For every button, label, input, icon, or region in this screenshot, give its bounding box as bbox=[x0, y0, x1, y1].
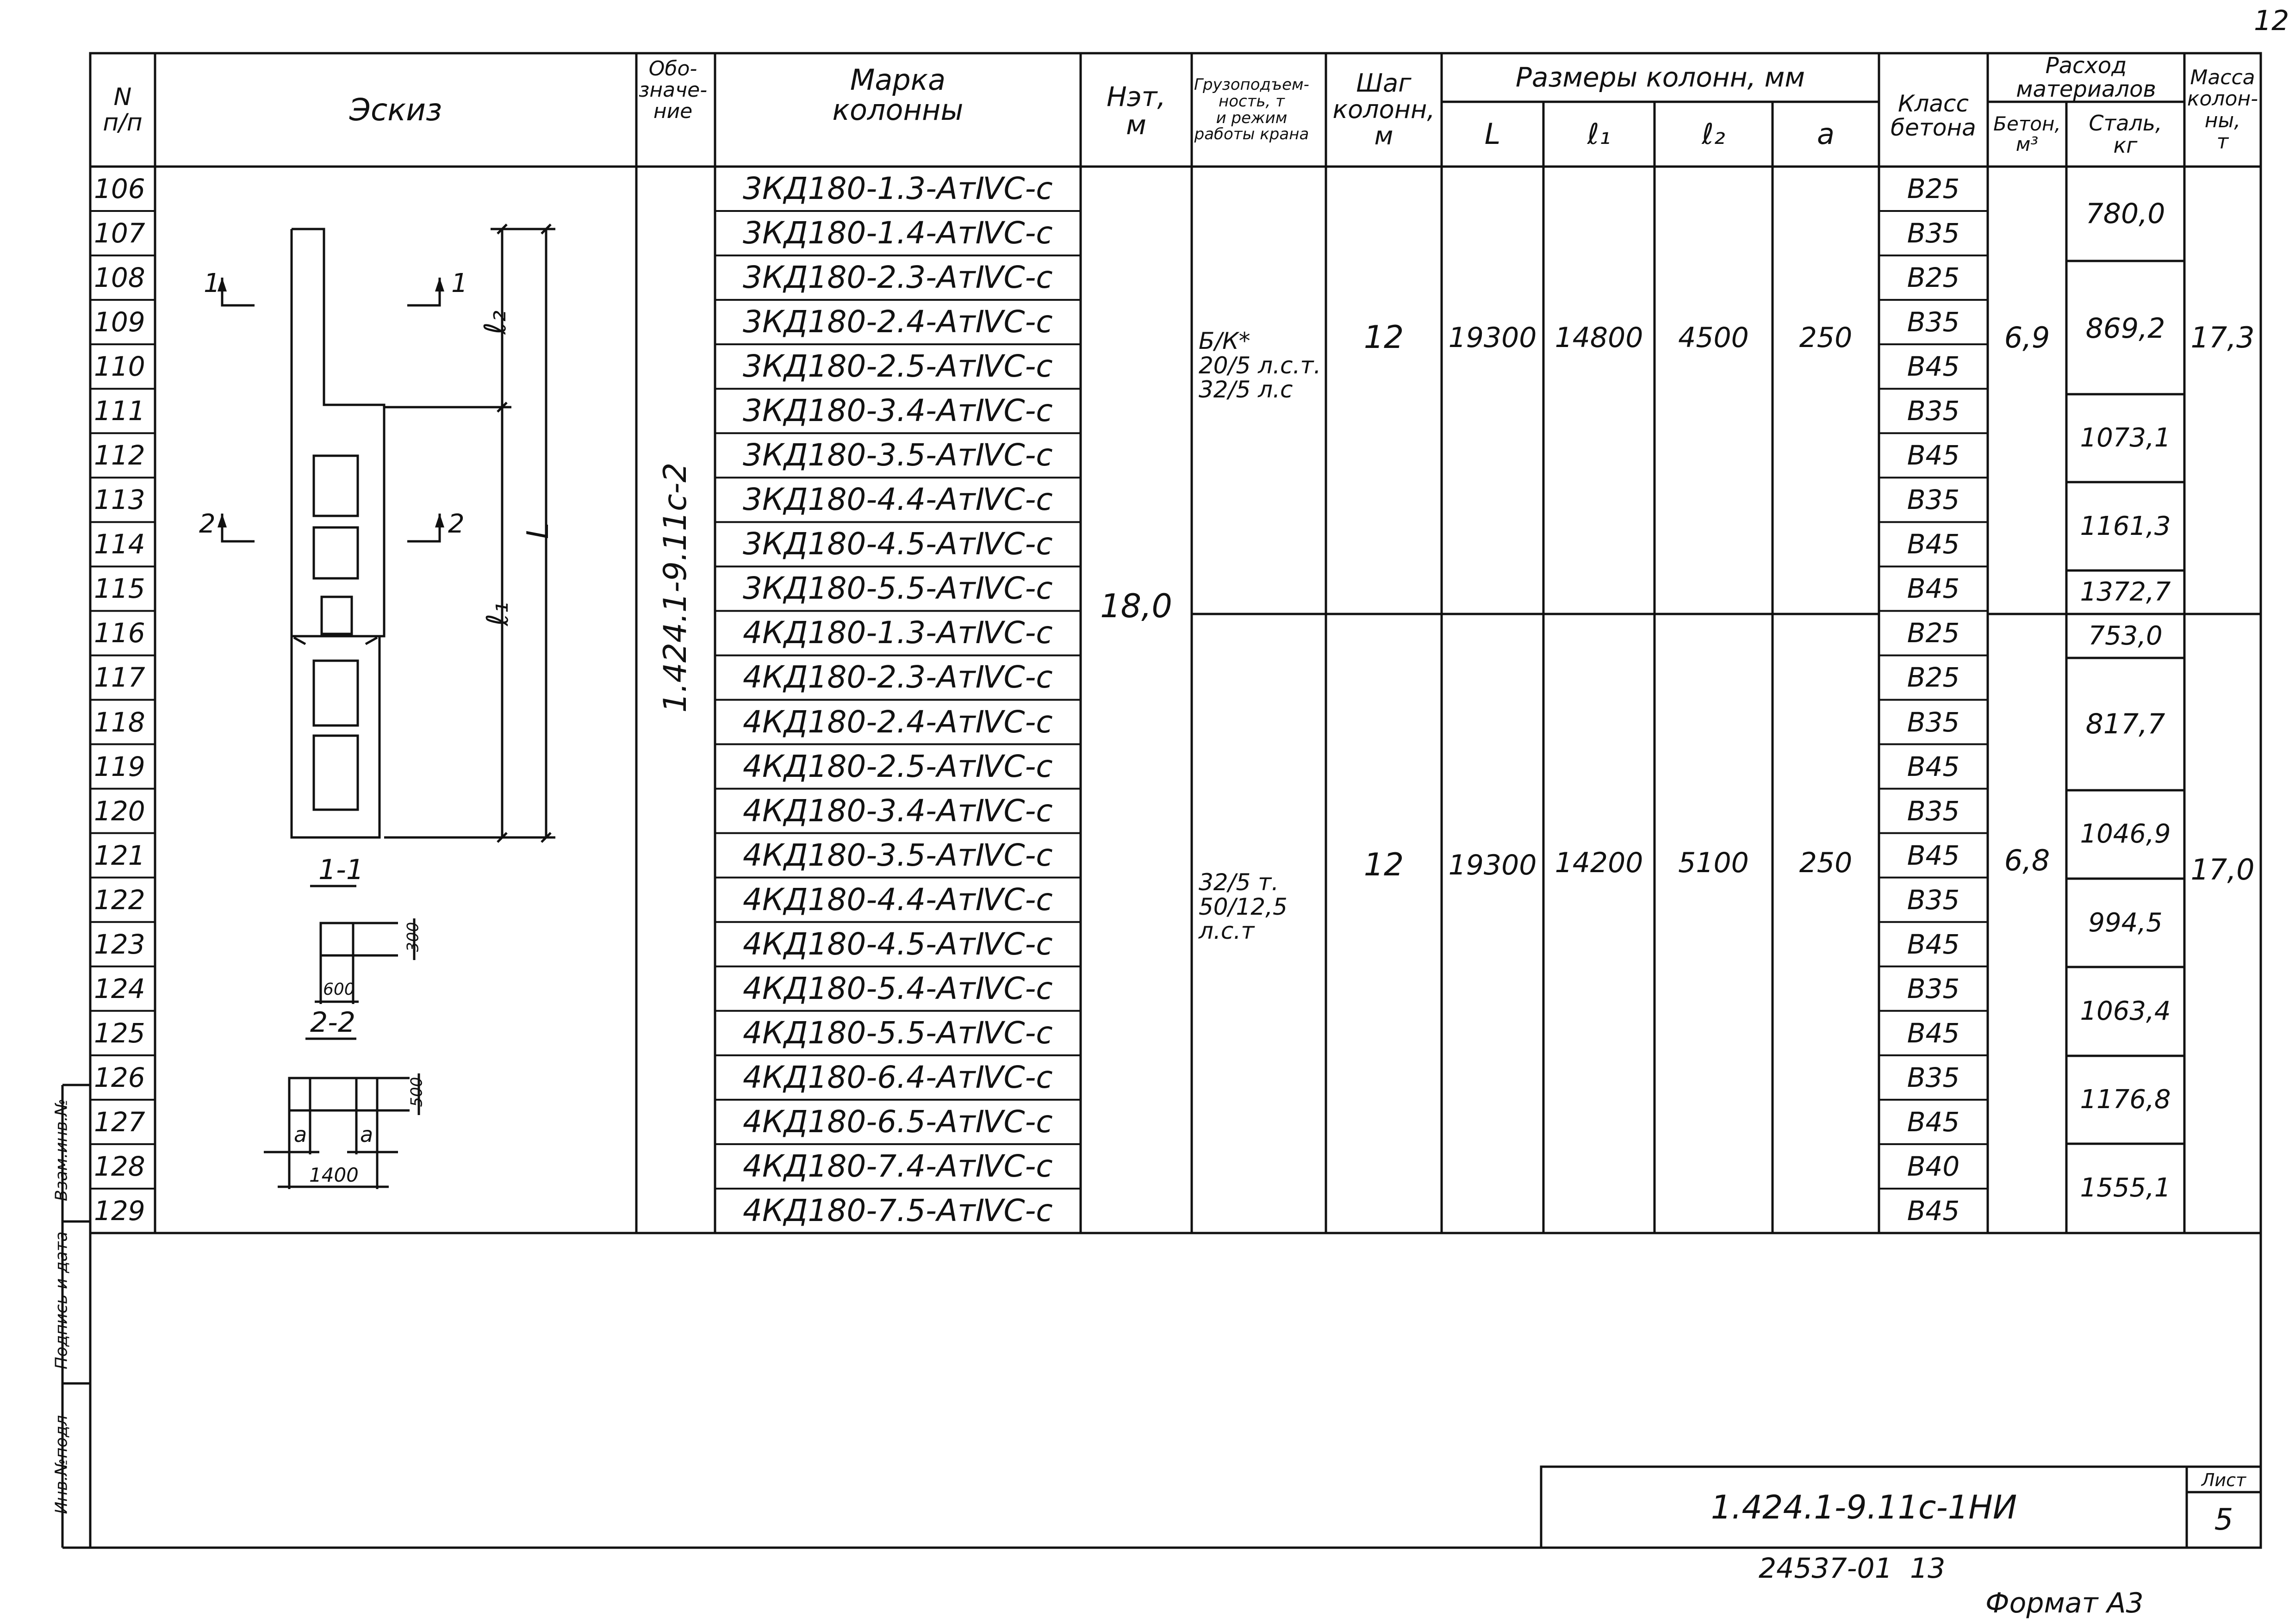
group2-l2: 5100 bbox=[1678, 847, 1749, 879]
concrete-class: В45 bbox=[1907, 928, 1960, 960]
group1-mass: 17,3 bbox=[2190, 321, 2255, 354]
row-number: 113 bbox=[94, 484, 145, 516]
document-code: 1.424.1-9.11с-1НИ bbox=[1711, 1488, 2017, 1526]
concrete-class: В45 bbox=[1907, 528, 1960, 560]
sheet-label: Лист bbox=[2201, 1469, 2246, 1490]
header-dim-a: a bbox=[1817, 117, 1835, 151]
concrete-class: В35 bbox=[1907, 1061, 1960, 1093]
concrete-class: В45 bbox=[1907, 351, 1960, 383]
section-label-2-2: 2-2 bbox=[310, 1006, 355, 1039]
row-number: 119 bbox=[94, 750, 145, 782]
stamp-signature-date: Подпись и дата bbox=[52, 1231, 71, 1370]
row-number: 111 bbox=[94, 395, 145, 427]
steel-value: 780,0 bbox=[2085, 198, 2165, 230]
row-number: 129 bbox=[94, 1195, 145, 1227]
group2-l1: 14200 bbox=[1555, 847, 1643, 879]
header-mass: Масса колон- ны, т bbox=[2187, 66, 2258, 154]
concrete-class: В35 bbox=[1907, 795, 1960, 827]
steel-value: 753,0 bbox=[2088, 620, 2163, 651]
row-number: 128 bbox=[94, 1150, 145, 1182]
cut-label-2-left: 2 bbox=[199, 509, 216, 539]
dim-500: 500 bbox=[407, 1077, 426, 1107]
header-designation: Обо- значе- ние bbox=[639, 56, 708, 124]
concrete-class: В35 bbox=[1907, 484, 1960, 516]
row-number: 114 bbox=[94, 528, 145, 560]
row-number: 115 bbox=[94, 573, 145, 605]
sheet-number: 5 bbox=[2214, 1503, 2233, 1537]
row-number: 121 bbox=[94, 839, 145, 871]
group2-mass: 17,0 bbox=[2190, 853, 2255, 886]
row-number: 117 bbox=[94, 662, 145, 694]
dim-label-l1: ℓ₁ bbox=[481, 601, 516, 626]
concrete-class: В40 bbox=[1907, 1150, 1960, 1182]
group1-l1: 14800 bbox=[1555, 322, 1643, 354]
column-mark: 3КД180-2.3-АтⅣС-с bbox=[743, 260, 1053, 296]
row-number: 120 bbox=[94, 795, 145, 827]
column-mark: 3КД180-1.4-АтⅣС-с bbox=[743, 215, 1053, 251]
group2-L: 19300 bbox=[1448, 849, 1537, 881]
concrete-class: В45 bbox=[1907, 440, 1960, 471]
group1-l2: 4500 bbox=[1678, 322, 1749, 354]
column-mark: 4КД180-2.5-АтⅣС-с bbox=[743, 748, 1053, 784]
group2-crane: 32/5 т. 50/12,5 л.с.т bbox=[1199, 869, 1288, 945]
column-mark: 3КД180-2.5-АтⅣС-с bbox=[743, 348, 1053, 384]
row-number: 107 bbox=[94, 217, 145, 249]
column-mark: 4КД180-4.5-АтⅣС-с bbox=[743, 926, 1053, 962]
header-row-number: N п/п bbox=[103, 83, 143, 136]
concrete-class: В45 bbox=[1907, 839, 1960, 871]
concrete-class: В45 bbox=[1907, 1195, 1960, 1227]
concrete-class: В25 bbox=[1907, 662, 1960, 694]
height-value: 18,0 bbox=[1100, 587, 1172, 625]
column-mark: 3КД180-4.5-АтⅣС-с bbox=[743, 526, 1053, 562]
header-dim-l1: ℓ₁ bbox=[1587, 117, 1611, 151]
header-height: Нэт, м bbox=[1107, 81, 1166, 141]
group2-a: 250 bbox=[1799, 847, 1853, 879]
header-dim-l2: ℓ₂ bbox=[1702, 117, 1725, 151]
row-number: 106 bbox=[94, 173, 145, 205]
row-number: 108 bbox=[94, 262, 145, 294]
concrete-class: В25 bbox=[1907, 173, 1960, 205]
row-number: 126 bbox=[94, 1061, 145, 1093]
steel-value: 1555,1 bbox=[2080, 1173, 2171, 1203]
header-dim-L: L bbox=[1484, 117, 1501, 151]
row-number: 125 bbox=[94, 1017, 145, 1049]
row-number: 109 bbox=[94, 306, 145, 338]
dim-600: 600 bbox=[323, 980, 355, 999]
steel-value: 1063,4 bbox=[2080, 996, 2171, 1026]
header-crane: Грузоподъем- ность, т и режим работы крана bbox=[1194, 75, 1309, 144]
steel-value: 1046,9 bbox=[2080, 819, 2171, 849]
column-mark: 4КД180-6.5-АтⅣС-с bbox=[743, 1103, 1053, 1140]
concrete-class: В35 bbox=[1907, 217, 1960, 249]
group1-a: 250 bbox=[1799, 322, 1853, 354]
column-mark: 3КД180-1.3-АтⅣС-с bbox=[743, 171, 1053, 207]
concrete-class: В35 bbox=[1907, 395, 1960, 427]
concrete-class: В45 bbox=[1907, 1017, 1960, 1049]
steel-value: 869,2 bbox=[2085, 312, 2165, 345]
stamp-original-inventory: Инв.№подл bbox=[52, 1415, 71, 1514]
dim-a-left: a bbox=[294, 1122, 307, 1147]
group1-L: 19300 bbox=[1448, 322, 1537, 354]
header-dimensions: Размеры колонн, мм bbox=[1515, 62, 1805, 93]
column-mark: 3КД180-2.4-АтⅣС-с bbox=[743, 304, 1053, 340]
steel-value: 1073,1 bbox=[2080, 423, 2171, 453]
designation-value: 1.424.1-9.11с-2 bbox=[657, 462, 694, 713]
steel-value: 1176,8 bbox=[2080, 1085, 2171, 1115]
header-materials: Расход материалов bbox=[2016, 53, 2156, 102]
row-number: 127 bbox=[94, 1106, 145, 1138]
steel-value: 817,7 bbox=[2085, 708, 2165, 740]
row-number: 112 bbox=[94, 440, 145, 471]
concrete-class: В25 bbox=[1907, 617, 1960, 649]
column-mark: 4КД180-2.3-АтⅣС-с bbox=[743, 659, 1053, 695]
column-mark: 3КД180-5.5-АтⅣС-с bbox=[743, 570, 1053, 607]
header-mark: Марка колонны bbox=[832, 62, 964, 127]
header-sketch: Эскиз bbox=[349, 92, 442, 128]
stamp-replace-inventory: Взам.инв.№ bbox=[52, 1098, 71, 1202]
dim-1400: 1400 bbox=[309, 1164, 359, 1186]
dim-label-l2: ℓ₂ bbox=[479, 310, 513, 335]
concrete-class: В35 bbox=[1907, 706, 1960, 738]
concrete-class: В35 bbox=[1907, 306, 1960, 338]
cut-label-1-right: 1 bbox=[451, 268, 468, 298]
column-mark: 4КД180-3.5-АтⅣС-с bbox=[743, 837, 1053, 873]
page-number: 12 bbox=[2254, 5, 2289, 37]
section-label-1-1: 1-1 bbox=[318, 854, 364, 886]
header-steel: Сталь, кг bbox=[2089, 110, 2162, 158]
concrete-class: В45 bbox=[1907, 750, 1960, 782]
column-mark: 3КД180-3.5-АтⅣС-с bbox=[743, 437, 1053, 473]
concrete-class: В35 bbox=[1907, 884, 1960, 916]
header-step: Шаг колонн, м bbox=[1332, 68, 1435, 150]
column-mark: 4КД180-2.4-АтⅣС-с bbox=[743, 704, 1053, 740]
archive-number: 24537-01 13 bbox=[1759, 1552, 1946, 1585]
cut-label-1-left: 1 bbox=[204, 268, 220, 298]
column-mark: 4КД180-1.3-АтⅣС-с bbox=[743, 615, 1053, 651]
column-mark: 3КД180-3.4-АтⅣС-с bbox=[743, 393, 1053, 429]
column-mark: 4КД180-4.4-АтⅣС-с bbox=[743, 881, 1053, 917]
cut-label-2-right: 2 bbox=[448, 509, 465, 539]
group1-concrete: 6,9 bbox=[2004, 321, 2050, 354]
steel-value: 1372,7 bbox=[2080, 577, 2171, 607]
group2-concrete: 6,8 bbox=[2004, 843, 2050, 877]
column-mark: 4КД180-7.4-АтⅣС-с bbox=[743, 1148, 1053, 1184]
column-mark: 4КД180-5.5-АтⅣС-с bbox=[743, 1015, 1053, 1051]
row-number: 118 bbox=[94, 706, 145, 738]
steel-value: 994,5 bbox=[2088, 908, 2163, 938]
row-number: 110 bbox=[94, 351, 145, 383]
concrete-class: В45 bbox=[1907, 573, 1960, 605]
column-mark: 4КД180-3.4-АтⅣС-с bbox=[743, 793, 1053, 829]
concrete-class: В25 bbox=[1907, 262, 1960, 294]
group2-step: 12 bbox=[1363, 847, 1404, 883]
column-mark: 4КД180-6.4-АтⅣС-с bbox=[743, 1059, 1053, 1095]
header-concrete-volume: Бетон, м³ bbox=[1993, 112, 2061, 155]
dim-300: 300 bbox=[404, 922, 423, 952]
row-number: 123 bbox=[94, 928, 145, 960]
concrete-class: В45 bbox=[1907, 1106, 1960, 1138]
row-number: 122 bbox=[94, 884, 145, 916]
column-mark: 3КД180-4.4-АтⅣС-с bbox=[743, 482, 1053, 518]
steel-value: 1161,3 bbox=[2080, 511, 2171, 541]
column-mark: 4КД180-7.5-АтⅣС-с bbox=[743, 1192, 1053, 1228]
row-number: 116 bbox=[94, 617, 145, 649]
column-mark: 4КД180-5.4-АтⅣС-с bbox=[743, 970, 1053, 1006]
dim-label-L: L bbox=[521, 522, 555, 539]
row-number: 124 bbox=[94, 973, 145, 1004]
format-label: Формат А3 bbox=[1985, 1587, 2144, 1619]
concrete-class: В35 bbox=[1907, 973, 1960, 1004]
group1-step: 12 bbox=[1363, 319, 1404, 356]
dim-a-right: a bbox=[360, 1122, 373, 1147]
group1-crane: Б/К* 20/5 л.с.т. 32/5 л.с bbox=[1199, 328, 1321, 403]
header-concrete-class: Класс бетона bbox=[1891, 90, 1976, 141]
